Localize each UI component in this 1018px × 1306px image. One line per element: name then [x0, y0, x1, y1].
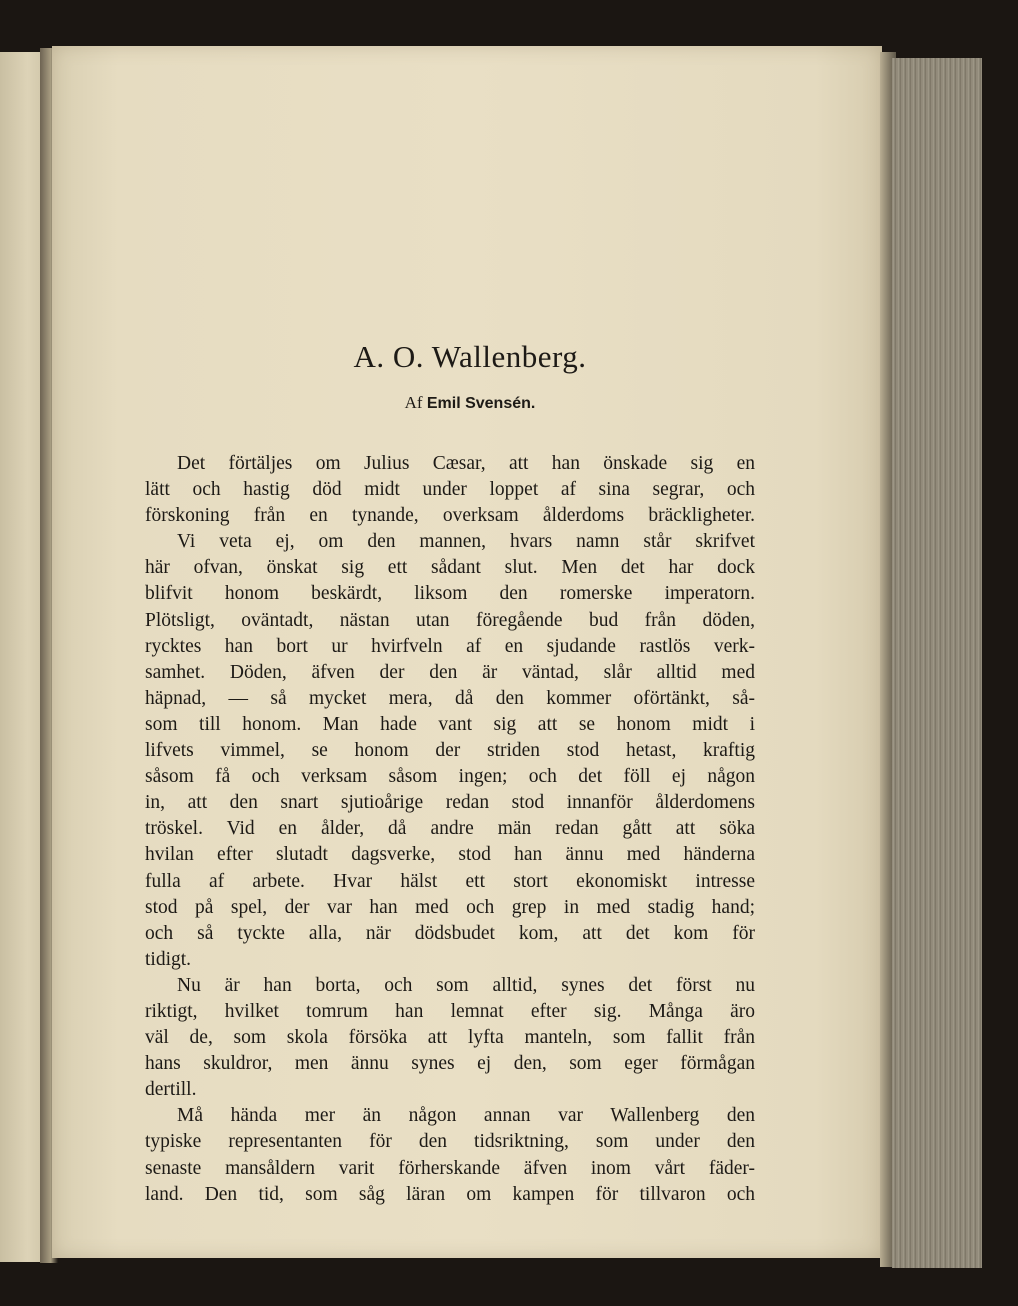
article-title: A. O. Wallenberg.: [353, 339, 587, 374]
article-byline: [145, 392, 755, 415]
text-line: och så tyckte alla, när dödsbudet kom, att det kom för: [145, 922, 755, 944]
book-page-edges: [892, 58, 982, 1268]
text-line: här ofvan, önskat sig ett sådant slut. Men det har dock: [145, 557, 755, 579]
text-line: väl de, som skola försöka att lyfta manteln, som fallit från: [145, 1027, 755, 1049]
byline-prefix: Af: [404, 393, 423, 412]
text-line: land. Den tid, som såg läran om kampen för tillvaron och: [145, 1183, 755, 1205]
text-line: samhet. Döden, äfven der den är väntad, slår alltid med: [145, 661, 755, 683]
text-line: lätt och hastig död midt under loppet af sina segrar, och: [145, 479, 755, 501]
text-line: stod på spel, der var han med och grep in med stadig hand;: [145, 896, 755, 918]
text-line: in, att den snart sjutioårige redan stod innanför ålderdomens: [145, 792, 755, 814]
text-line: Vi veta ej, om den mannen, hvars namn står skrifvet: [177, 531, 755, 553]
text-line: rycktes han bort ur hvirfveln af en sjudande rastlös verk-: [145, 635, 755, 657]
text-line: förskoning från en tynande, overksam ålderdoms bräckligheter.: [145, 505, 755, 527]
text-line: häpnad, — så mycket mera, då den kommer oförtänkt, så-: [145, 687, 755, 709]
text-line: Nu är han borta, och som alltid, synes det först nu: [177, 974, 755, 996]
text-line: tidigt.: [145, 948, 192, 970]
text-line: hans skuldror, men ännu synes ej den, som eger förmågan: [145, 1053, 755, 1075]
text-line: som till honom. Man hade vant sig att se honom midt i: [145, 713, 755, 735]
text-line: fulla af arbete. Hvar hälst ett stort ekonomiskt intresse: [145, 870, 755, 892]
article-body: [145, 451, 755, 1208]
text-line: blifvit honom beskärdt, liksom den romerske imperatorn.: [145, 583, 755, 605]
text-line: typiske representanten för den tidsriktning, som under den: [145, 1131, 755, 1153]
text-line: dertill.: [145, 1079, 197, 1101]
text-line: lifvets vimmel, se honom der striden stod hetast, kraftig: [145, 740, 755, 762]
text-line: Må hända mer än någon annan var Wallenberg den: [177, 1105, 755, 1127]
text-line: Det förtäljes om Julius Cæsar, att han önskade sig en: [177, 453, 755, 474]
byline-author: Emil Svensén.: [426, 395, 536, 412]
text-line: hvilan efter slutadt dagsverke, stod han ännu med händerna: [145, 844, 755, 866]
text-line: Plötsligt, oväntadt, nästan utan föregående bud från döden,: [145, 609, 755, 631]
text-line: riktigt, hvilket tomrum han lemnat efter sig. Många äro: [145, 1000, 755, 1022]
text-line: tröskel. Vid en ålder, då andre män redan gått att söka: [145, 818, 755, 840]
text-line: såsom få och verksam såsom ingen; och det föll ej någon: [145, 766, 755, 788]
text-line: senaste mansåldern varit förherskande äfven inom vårt fäder-: [145, 1157, 755, 1179]
article: [145, 338, 755, 1208]
